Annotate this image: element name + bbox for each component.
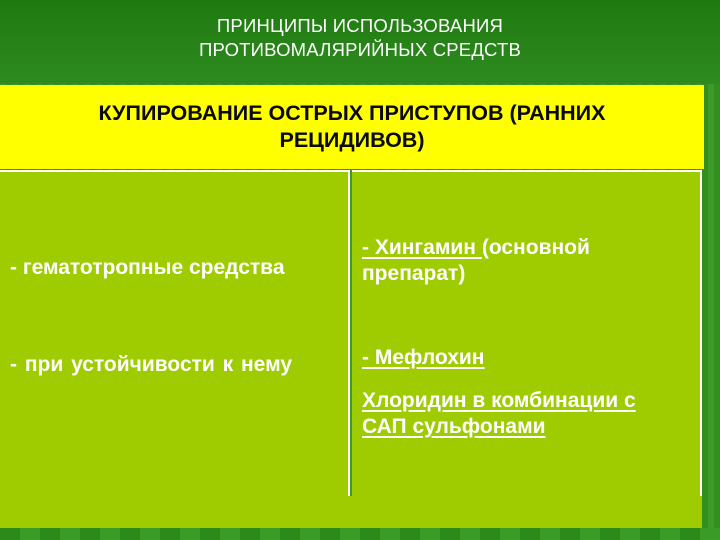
slide-title-line-1: ПРИНЦИПЫ ИСПОЛЬЗОВАНИЯ [216,15,504,36]
slide-title [0,14,720,62]
bottom-strip [0,528,720,540]
hingamin-name: - Хингамин [362,236,482,259]
right-item-hingamin [362,235,682,287]
banner-line-2: РЕЦИДИВОВ) [279,128,425,152]
right-item-meflohin: - Мефлохин [362,346,485,369]
right-panel [352,170,702,498]
section-banner [0,85,704,169]
left-item-resistance: - при устойчивости к нему [10,353,293,376]
left-item-hematotropic: - гематотропные средства [10,256,285,279]
panel-footer [0,496,702,528]
left-panel [0,170,350,528]
banner-line-1: КУПИРОВАНИЕ ОСТРЫХ ПРИСТУПОВ (РАННИХ [98,101,606,125]
right-item-hloridin: Хлоридин в комбинации с САП сульфонами [362,389,636,438]
hingamin-note: (основной препарат) [362,236,590,285]
slide-title-line-2: ПРОТИВОМАЛЯРИЙНЫХ СРЕДСТВ [198,39,522,60]
